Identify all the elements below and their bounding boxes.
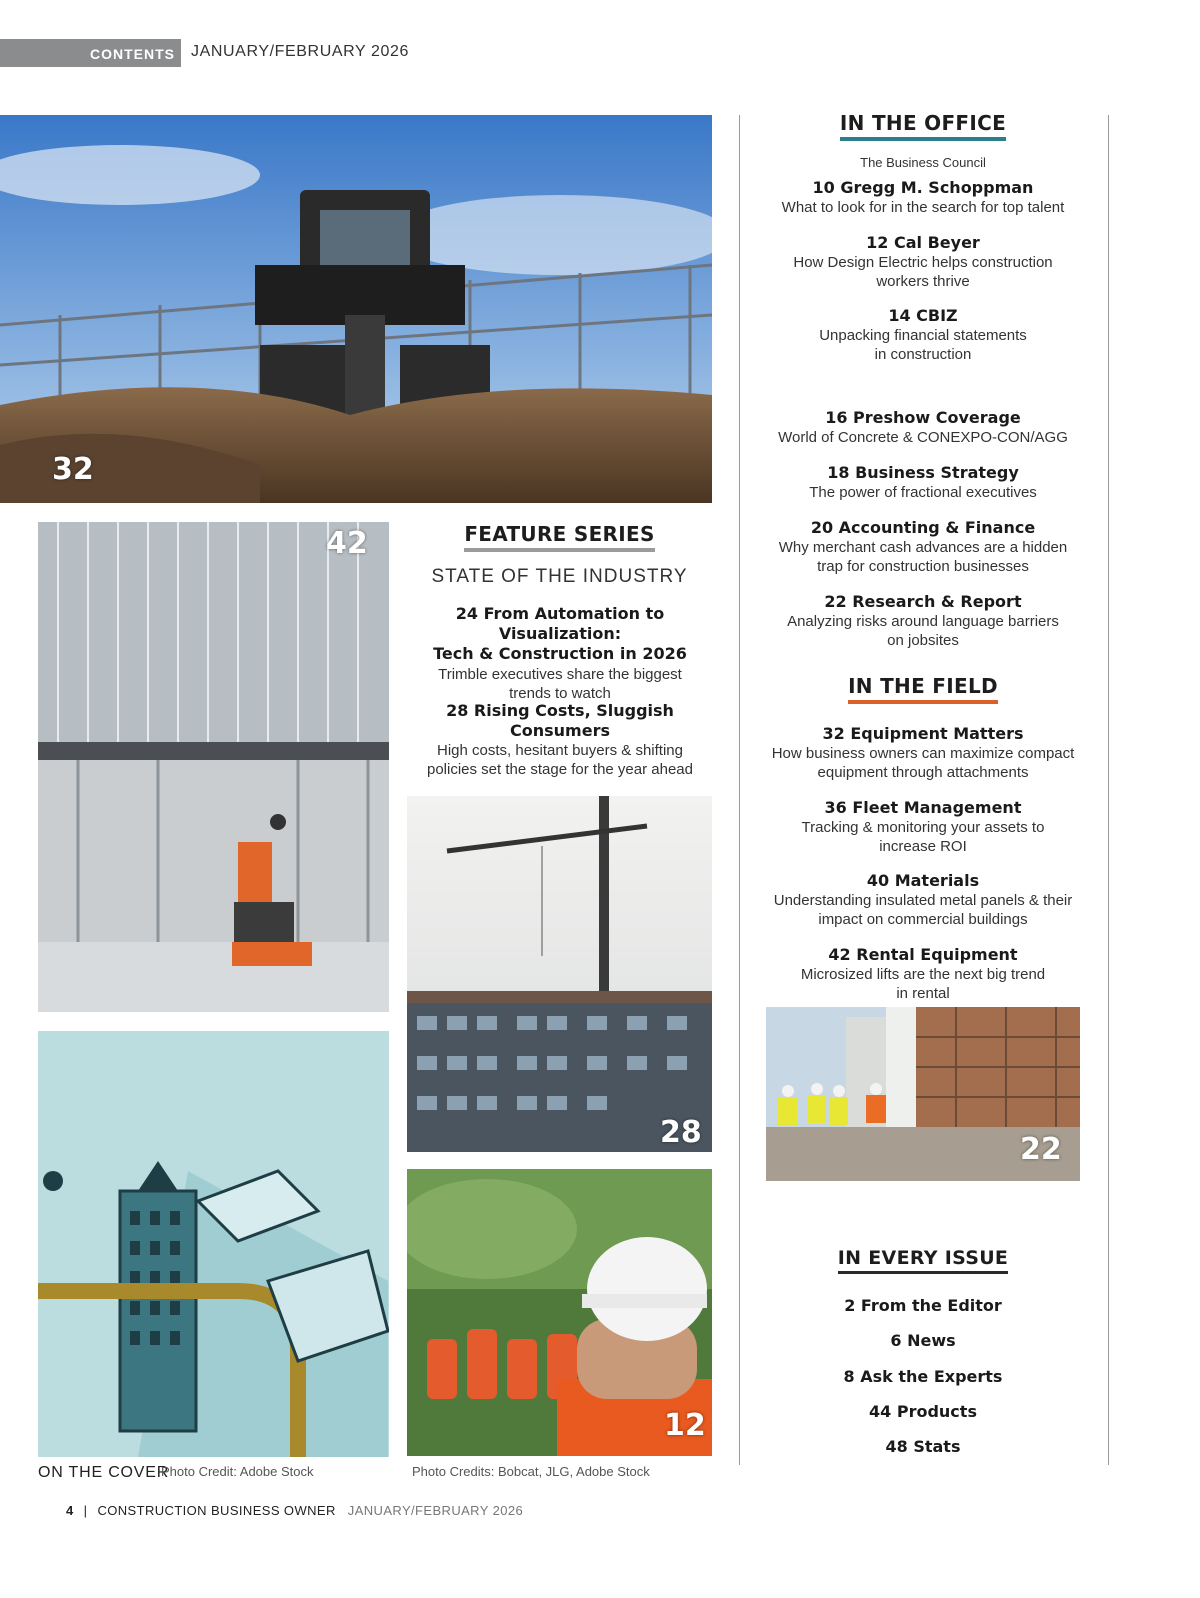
toc-entry-10[interactable] [742, 178, 1104, 217]
page-badge-32: 32 [52, 452, 94, 487]
business-council-label: The Business Council [860, 155, 986, 170]
toc-issue-title: 8 Ask the Experts [843, 1367, 1003, 1386]
toc-entry-40[interactable] [742, 871, 1104, 929]
toc-issue-item[interactable] [742, 1331, 1104, 1351]
toc-entry-desc: in rental [896, 985, 950, 1002]
toc-entry-title: 20 Accounting & Finance [810, 518, 1036, 537]
toc-entry-32[interactable] [742, 724, 1104, 782]
toc-entry-desc: Microsized lifts are the next big trend [800, 966, 1046, 983]
toc-entry-desc: workers thrive [876, 273, 970, 290]
toc-entry-desc: in construction [874, 346, 972, 363]
toc-entry-42[interactable] [742, 945, 1104, 1003]
toc-entry-desc: increase ROI [879, 838, 967, 855]
toc-issue-title: 48 Stats [885, 1437, 961, 1456]
toc-issue-item[interactable] [742, 1402, 1104, 1422]
toc-entry-title: 36 Fleet Management [824, 798, 1022, 817]
magazine-name: CONSTRUCTION BUSINESS OWNER [97, 1503, 336, 1518]
on-the-cover-label: ON THE COVER [38, 1464, 170, 1481]
toc-entry-title: 14 CBIZ [888, 306, 958, 325]
page-badge-22: 22 [1020, 1132, 1062, 1167]
toc-entry-12[interactable] [742, 233, 1104, 291]
toc-entry-14[interactable] [742, 306, 1104, 364]
crane-photo[interactable] [407, 796, 712, 1152]
toc-issue-item[interactable] [742, 1296, 1104, 1316]
toc-issue-item[interactable] [742, 1367, 1104, 1387]
page-footer [66, 1503, 523, 1518]
toc-entry-title: 22 Research & Report [824, 592, 1022, 611]
toc-entry-22[interactable] [742, 592, 1104, 650]
toc-entry-desc: Unpacking financial statements [819, 327, 1027, 344]
issue-date: JANUARY/FEBRUARY 2026 [191, 43, 410, 60]
in-every-issue-title: IN EVERY ISSUE [838, 1247, 1008, 1274]
toc-entry-16[interactable] [742, 408, 1104, 447]
toc-entry-title: 32 Equipment Matters [822, 724, 1024, 743]
page-badge-42: 42 [326, 526, 368, 561]
toc-entry-desc: Why merchant cash advances are a hidden [778, 539, 1068, 556]
toc-entry-desc: on jobsites [887, 632, 959, 649]
toc-entry-title: 42 Rental Equipment [828, 945, 1018, 964]
toc-entry-title: Tech & Construction in 2026 [433, 644, 687, 663]
toc-entry-20[interactable] [742, 518, 1104, 576]
feature-series-title: FEATURE SERIES [464, 522, 654, 552]
toc-entry-24[interactable] [400, 604, 720, 703]
framing-photo[interactable] [38, 522, 389, 1012]
feature-series-subtitle: STATE OF THE INDUSTRY [431, 566, 688, 587]
toc-issue-item[interactable] [742, 1437, 1104, 1457]
toc-entry-desc: Analyzing risks around language barriers [787, 613, 1059, 630]
toc-issue-title: 44 Products [869, 1402, 977, 1421]
footer-separator: | [83, 1503, 88, 1518]
toc-entry-title: 40 Materials [866, 871, 980, 890]
toc-entry-desc: High costs, hesitant buyers & shifting [437, 742, 683, 759]
toc-entry-desc: Trimble executives share the biggest [438, 666, 682, 683]
toc-entry-title: 18 Business Strategy [827, 463, 1019, 482]
column-divider-left [739, 115, 740, 1465]
toc-entry-18[interactable] [742, 463, 1104, 502]
toc-entry-desc: trap for construction businesses [817, 558, 1029, 575]
toc-entry-title: 10 Gregg M. Schoppman [812, 178, 1034, 197]
toc-entry-desc: How business owners can maximize compact [771, 745, 1075, 762]
photo-credits: Photo Credits: Bobcat, JLG, Adobe Stock [412, 1464, 650, 1479]
toc-issue-title: 6 News [890, 1331, 956, 1350]
toc-entry-desc: impact on commercial buildings [818, 911, 1028, 928]
cover-illustration[interactable] [38, 1031, 389, 1457]
in-the-office-header [742, 111, 1104, 141]
in-every-issue-header [742, 1247, 1104, 1274]
toc-entry-desc: equipment through attachments [817, 764, 1029, 781]
toc-entry-title: 16 Preshow Coverage [825, 408, 1021, 427]
section-label: CONTENTS [90, 46, 175, 62]
toc-entry-title: 24 From Automation to Visualization: [455, 604, 665, 643]
toc-entry-36[interactable] [742, 798, 1104, 856]
in-the-field-header [742, 674, 1104, 704]
page-badge-12: 12 [664, 1408, 706, 1443]
toc-issue-title: 2 From the Editor [844, 1296, 1002, 1315]
in-the-field-title: IN THE FIELD [848, 674, 998, 704]
toc-entry-title: 12 Cal Beyer [866, 233, 980, 252]
toc-entry-desc: policies set the stage for the year ahead [426, 761, 693, 778]
toc-entry-desc: The power of fractional executives [809, 484, 1037, 501]
page-number: 4 [66, 1503, 74, 1518]
toc-entry-title: 28 Rising Costs, Sluggish Consumers [446, 701, 674, 740]
in-the-office-title: IN THE OFFICE [840, 111, 1006, 141]
toc-entry-desc: World of Concrete & CONEXPO-CON/AGG [778, 429, 1068, 446]
toc-entry-desc: What to look for in the search for top talent [781, 199, 1065, 216]
footer-date: JANUARY/FEBRUARY 2026 [347, 1503, 524, 1518]
trencher-photo[interactable] [0, 115, 712, 503]
toc-entry-desc: Tracking & monitoring your assets to [801, 819, 1045, 836]
toc-entry-desc: Understanding insulated metal panels & their [773, 892, 1073, 909]
cover-photo-credit: Photo Credit: Adobe Stock [161, 1464, 314, 1479]
toc-entry-desc: trends to watch [509, 685, 611, 702]
page-badge-28: 28 [660, 1115, 702, 1150]
feature-series-header [407, 522, 712, 552]
toc-entry-28[interactable] [400, 701, 720, 779]
column-divider-right [1108, 115, 1109, 1465]
toc-entry-desc: How Design Electric helps construction [793, 254, 1053, 271]
